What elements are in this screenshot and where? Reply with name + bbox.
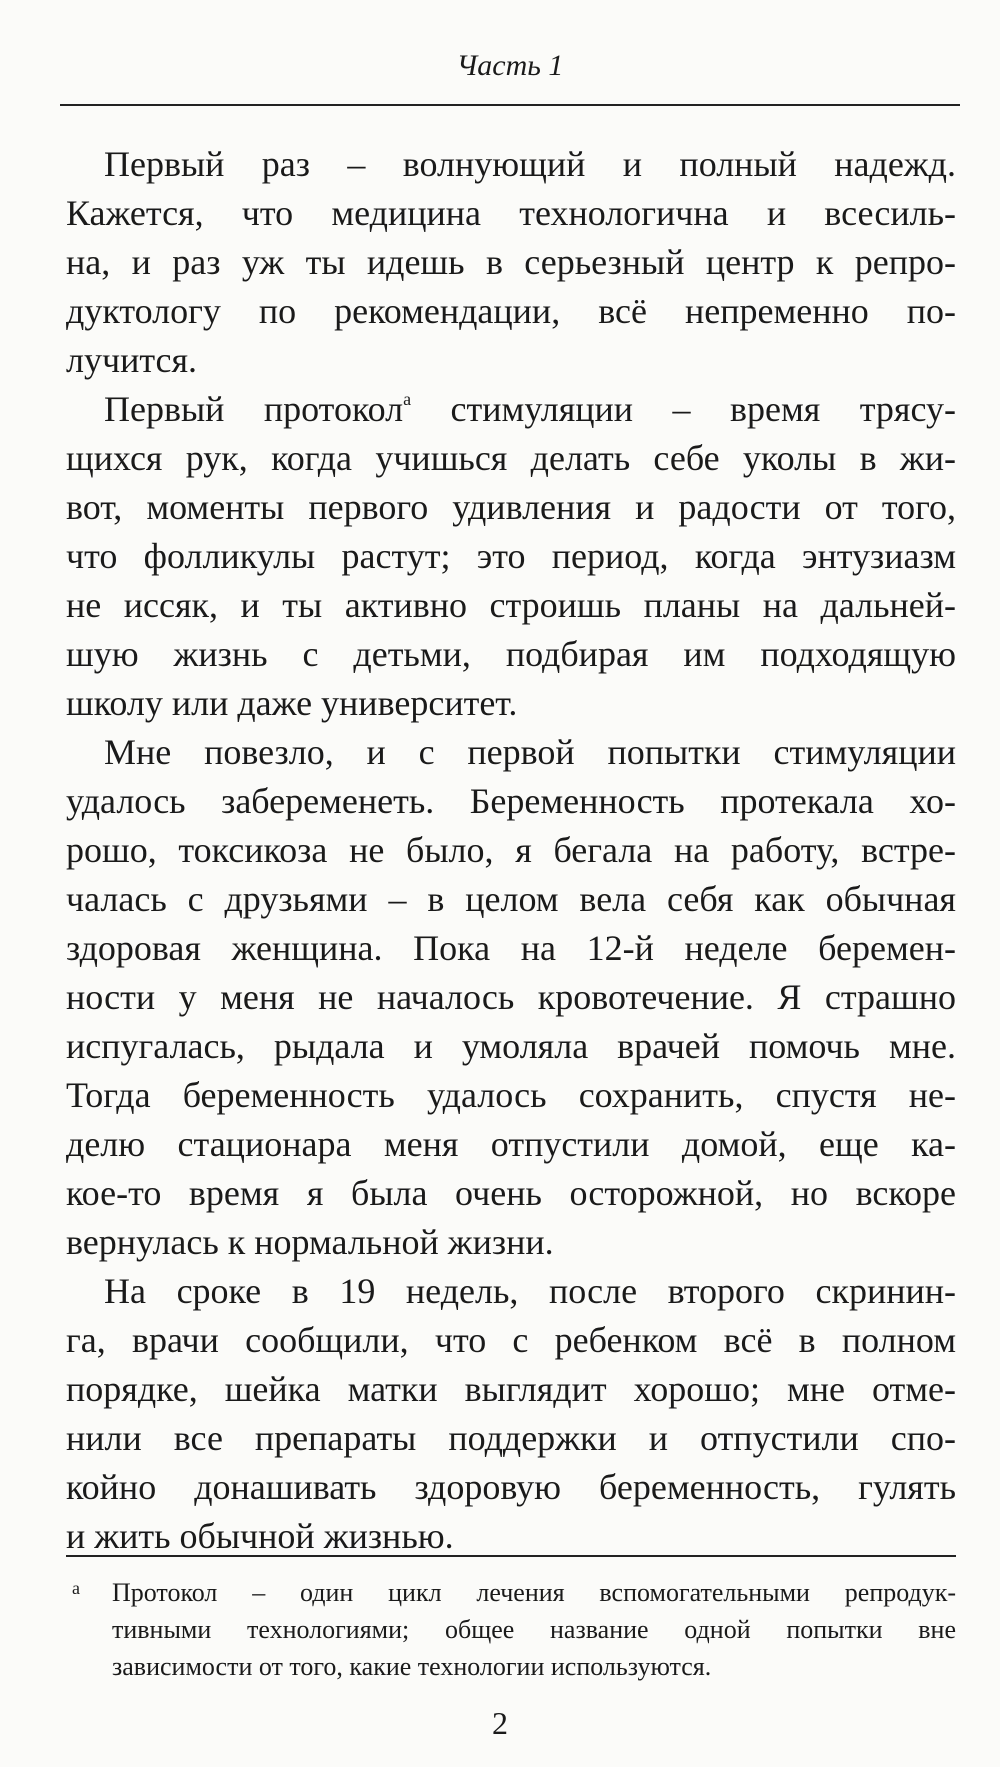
- paragraph-3-line-1: Мне повезло, и с первой попытки стимуляции: [104, 732, 956, 772]
- paragraph-3-line-6: ности у меня не началось кровотечение. Я страшно: [66, 977, 956, 1017]
- paragraph-3-line-3: рошо, токсикоза не было, я бегала на работу, встре-: [66, 830, 956, 870]
- paragraph-4-line-4: нили все препараты поддержки и отпустили спо-: [66, 1418, 956, 1458]
- paragraph-2-line-1-head: Первый протокол: [104, 389, 404, 429]
- paragraph-1-line-1: Первый раз – волнующий и полный надежд.: [104, 144, 956, 184]
- header-rule: [60, 104, 960, 106]
- footnote-rule: [66, 1555, 956, 1557]
- paragraph-2-line-2: щихся рук, когда учишься делать себе уколы в жи-: [66, 438, 956, 478]
- paragraph-4-line-6: и жить обычной жизнью.: [66, 1516, 454, 1556]
- paragraph-3-line-2: удалось забеременеть. Беременность протекала хо-: [66, 781, 956, 821]
- paragraph-3-line-9: делю стационара меня отпустили домой, еще ка-: [66, 1124, 956, 1164]
- running-head: Часть 1: [456, 49, 564, 82]
- paragraph-2-line-7: школу или даже университет.: [66, 683, 518, 723]
- paragraph-2-line-1-tail: стимуляции – время трясу-: [411, 389, 956, 429]
- footnote-marker: а: [72, 1578, 80, 1598]
- footnote-line-3: зависимости от того, какие технологии используются.: [112, 1652, 712, 1681]
- paragraph-1-line-4: дуктологу по рекомендации, всё непременно по-: [66, 291, 956, 331]
- footnote-line-2: тивными технологиями; общее название одной попытки вне: [112, 1615, 956, 1644]
- paragraph-2-line-1: [66, 385, 956, 434]
- footnote-line-1: Протокол – один цикл лечения вспомогательными репродук-: [112, 1578, 956, 1607]
- page-number: 2: [492, 1705, 508, 1741]
- paragraph-3-line-7: испугалась, рыдала и умоляла врачей помочь мне.: [66, 1026, 956, 1066]
- paragraph-3-line-4: чалась с друзьями – в целом вела себя как обычная: [66, 879, 956, 919]
- paragraph-3-line-11: вернулась к нормальной жизни.: [66, 1222, 554, 1262]
- paragraph-4-line-1: На сроке в 19 недель, после второго скринин-: [104, 1271, 956, 1311]
- paragraph-3-line-10: кое-то время я была очень осторожной, но вскоре: [66, 1173, 956, 1213]
- paragraph-4-line-2: га, врачи сообщили, что с ребенком всё в полном: [66, 1320, 956, 1360]
- paragraph-3-line-5: здоровая женщина. Пока на 12-й неделе беремен-: [66, 928, 956, 968]
- paragraph-4-line-3: порядке, шейка матки выглядит хорошо; мне отме-: [66, 1369, 956, 1409]
- paragraph-4-line-5: койно донашивать здоровую беременность, гулять: [66, 1467, 956, 1507]
- footnote-reference[interactable]: а: [403, 389, 412, 409]
- paragraph-1-line-5: лучится.: [66, 340, 198, 380]
- paragraph-1-line-2: Кажется, что медицина технологична и всесиль-: [66, 193, 956, 233]
- paragraph-2-line-4: что фолликулы растут; это период, когда энтузиазм: [66, 536, 956, 576]
- footnote: [66, 1574, 956, 1685]
- body-text: [66, 140, 956, 1561]
- paragraph-2-line-3: вот, моменты первого удивления и радости от того,: [66, 487, 956, 527]
- paragraph-2-line-5: не иссяк, и ты активно строишь планы на дальней-: [66, 585, 956, 625]
- paragraph-3-line-8: Тогда беременность удалось сохранить, спустя не-: [66, 1075, 956, 1115]
- paragraph-2-line-6: шую жизнь с детьми, подбирая им подходящую: [66, 634, 956, 674]
- paragraph-1-line-3: на, и раз уж ты идешь в серьезный центр к репро-: [66, 242, 956, 282]
